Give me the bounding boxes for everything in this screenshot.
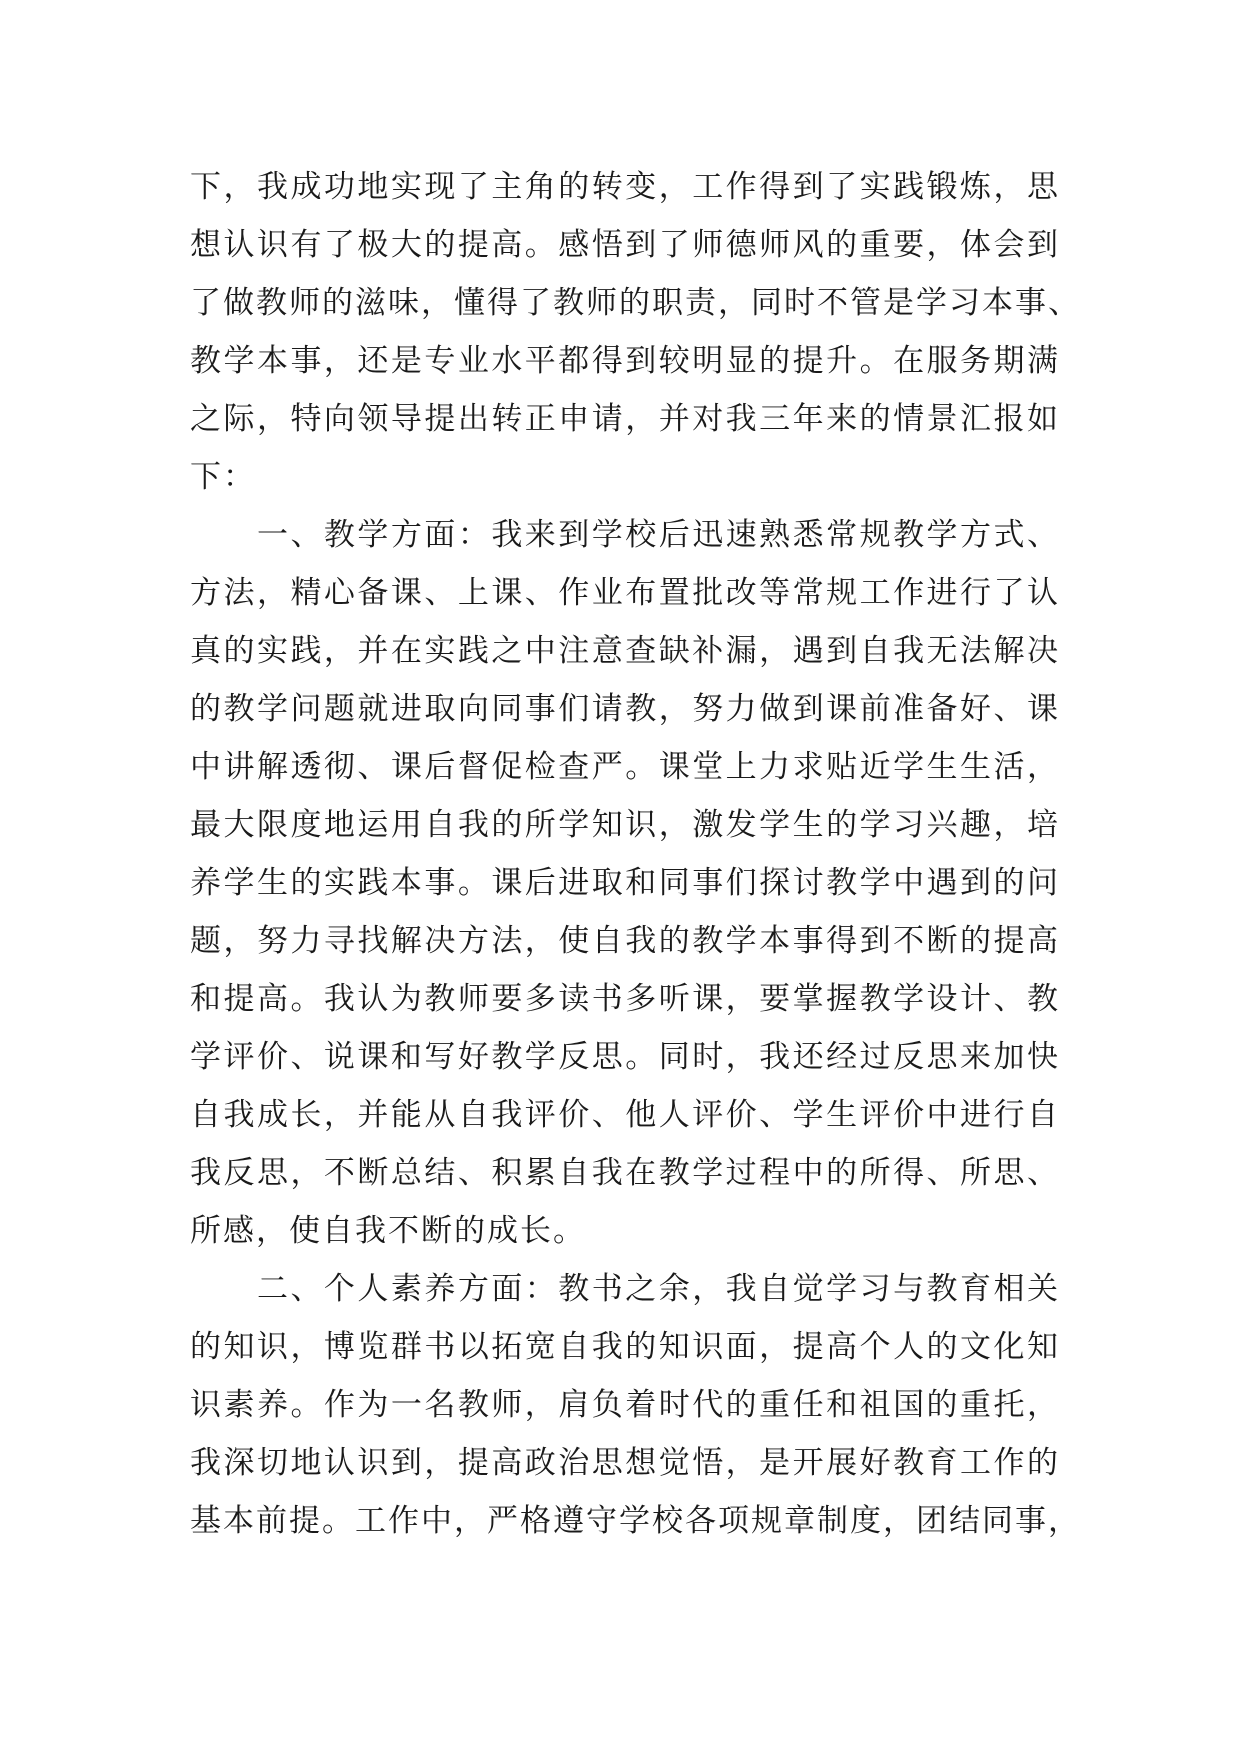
text-line: 想认识有了极大的提高。感悟到了师德师风的重要，体会到: [190, 227, 1060, 263]
text-line: 自我成长，并能从自我评价、他人评价、学生评价中进行自: [190, 1097, 1060, 1133]
text-line: 二、个人素养方面：教书之余，我自觉学习与教育相关: [190, 1271, 1060, 1307]
text-line: 我深切地认识到，提高政治思想觉悟，是开展好教育工作的: [190, 1445, 1060, 1481]
text-line: 中讲解透彻、课后督促检查严。课堂上力求贴近学生生活，: [190, 749, 1060, 785]
text-line: 的教学问题就进取向同事们请教，努力做到课前准备好、课: [190, 691, 1060, 727]
text-line: 所感，使自我不断的成长。: [190, 1213, 586, 1249]
text-line: 基本前提。工作中，严格遵守学校各项规章制度，团结同事，: [190, 1503, 1081, 1539]
text-line: 方法，精心备课、上课、作业布置批改等常规工作进行了认: [190, 575, 1060, 611]
text-line: 我反思，不断总结、积累自我在教学过程中的所得、所思、: [190, 1155, 1060, 1191]
text-line: 教学本事，还是专业水平都得到较明显的提升。在服务期满: [190, 343, 1060, 379]
text-line: 的知识，博览群书以拓宽自我的知识面，提高个人的文化知: [190, 1329, 1060, 1365]
text-line: 和提高。我认为教师要多读书多听课，要掌握教学设计、教: [190, 981, 1060, 1017]
text-line: 题，努力寻找解决方法，使自我的教学本事得到不断的提高: [190, 923, 1060, 959]
text-line: 一、教学方面：我来到学校后迅速熟悉常规教学方式、: [190, 517, 1060, 553]
text-line: 最大限度地运用自我的所学知识，激发学生的学习兴趣，培: [190, 807, 1060, 843]
text-line: 了做教师的滋味，懂得了教师的职责，同时不管是学习本事、: [190, 285, 1081, 321]
text-line: 学评价、说课和写好教学反思。同时，我还经过反思来加快: [190, 1039, 1060, 1075]
body-text: [190, 158, 1081, 1550]
text-line: 下：: [190, 459, 256, 495]
text-line: 识素养。作为一名教师，肩负着时代的重任和祖国的重托，: [190, 1387, 1060, 1423]
text-line: 养学生的实践本事。课后进取和同事们探讨教学中遇到的问: [190, 865, 1060, 901]
text-line: 真的实践，并在实践之中注意查缺补漏，遇到自我无法解决: [190, 633, 1060, 669]
text-line: 下，我成功地实现了主角的转变，工作得到了实践锻炼，思: [190, 169, 1060, 205]
text-line: 之际，特向领导提出转正申请，并对我三年来的情景汇报如: [190, 401, 1060, 437]
